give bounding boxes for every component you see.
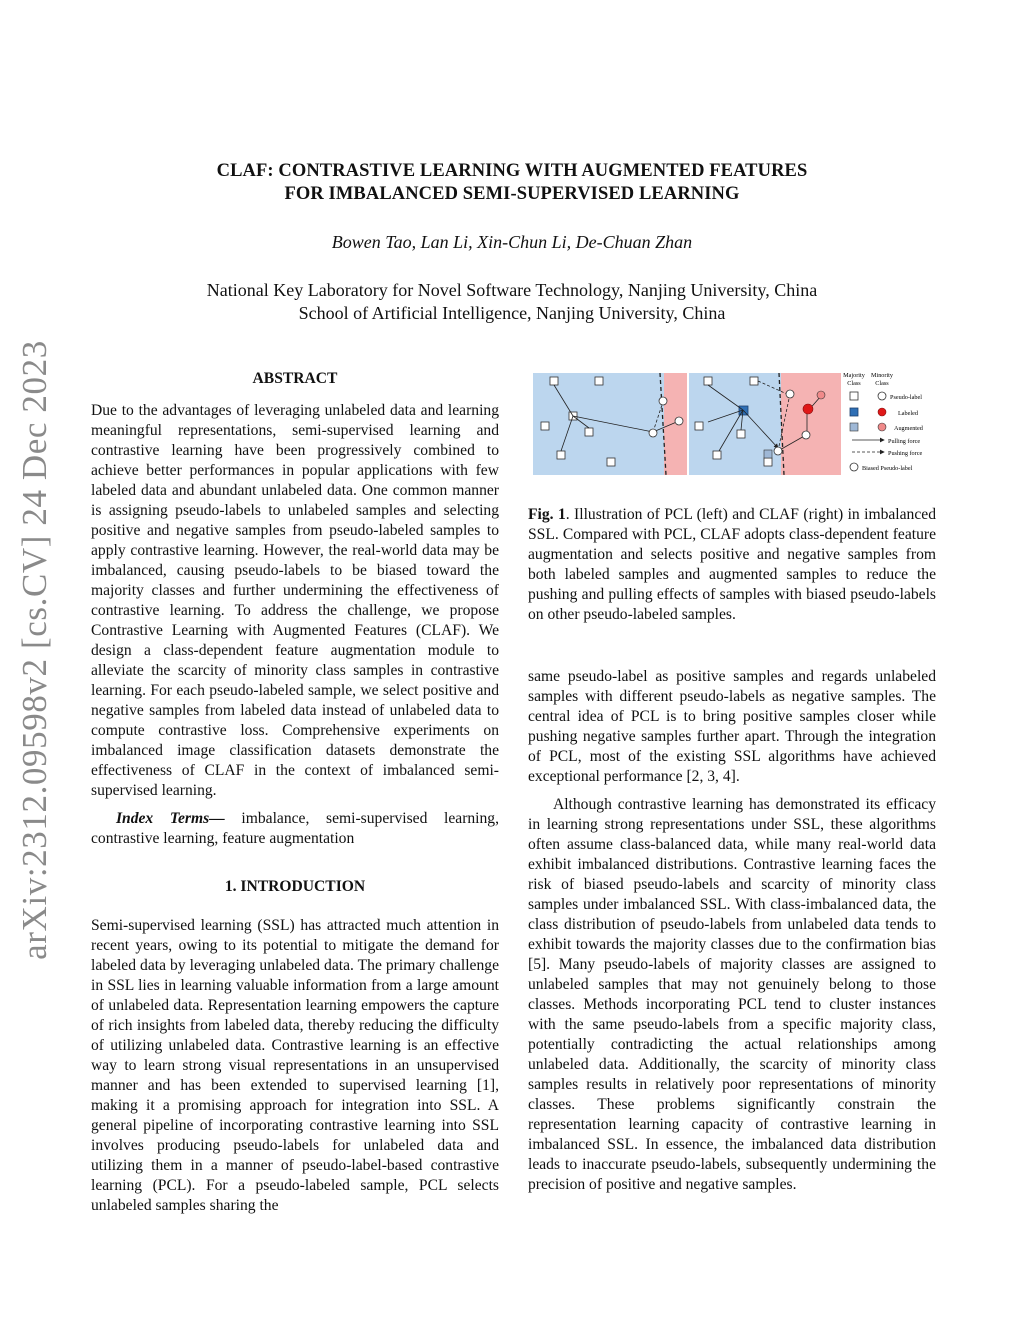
- figure-caption: [528, 505, 936, 625]
- paper-title: [0, 160, 1024, 206]
- legend-pseudo-label: Pseudo-label: [890, 394, 922, 401]
- claf-minority-region: [781, 373, 841, 475]
- figure-1: [532, 372, 936, 476]
- legend-majority: Majority: [843, 372, 865, 379]
- arxiv-stamp-text: arXiv:2312.09598v2 [cs.CV] 24 Dec 2023: [15, 340, 54, 960]
- legend-labeled: Labeled: [898, 410, 918, 417]
- affiliation-1: National Key Laboratory for Novel Software Technology, Nanjing University, China: [206, 280, 818, 300]
- index-terms-label: Index Terms—: [115, 810, 225, 827]
- right-paragraph-2: Although contrastive learning has demonstrated its efficacy in learning strong representations under SSL, these algorithms often assume class-balanced data, while many real-world data exhibit imbalanced distributions. Contrastive learning faces the risk of biased pseudo-labels and scarcity of minority class samples under imbalanced SSL. With class-imbalanced data, the class distribution of pseudo-labels from unlabeled data tends to exhibit towards the majority classes due to the confirmation bias [5]. Many pseudo-labels of majority classes are assigned to unlabeled samples that may not genuinely belong to those classes. Methods incorporating PCL tend to cluster instances with the same pseudo-labels from a specific majority class, potentially contradicting the actual relationships among unlabeled data. Additionally, the scarcity of minority class samples results in relatively poor representations of minority classes. These problems significantly constrain the representation learning capacity of contrastive learning in imbalanced SSL. In essence, the imbalanced data distribution leads to inaccurate pseudo-labels, subsequently undermining the precision of positive and negative samples.: [528, 796, 936, 1193]
- title-line-1: CLAF: CONTRASTIVE LEARNING WITH AUGMENTED FEATURES: [216, 161, 808, 181]
- right-column: [528, 667, 936, 1195]
- arxiv-stamp: [10, 340, 60, 960]
- intro-heading: 1. INTRODUCTION: [224, 878, 366, 895]
- legend-pushing-force: Pushing force: [888, 450, 923, 457]
- figure-1-diagram: [532, 372, 936, 476]
- index-terms: [91, 809, 499, 849]
- index-terms-text: imbalance, semi-supervised learning, contrastive learning, feature augmentation: [91, 810, 500, 847]
- left-column: [91, 369, 499, 1216]
- caption-text: . Illustration of PCL (left) and CLAF (right) in imbalanced SSL. Compared with PCL, CLAF adopts class-dependent feature augmentation and selects positive and negative samples from both labeled samples and augmented samples to reduce the pushing and pulling effects of samples with biased pseudo-labels on other pseudo-labeled samples.: [528, 506, 936, 623]
- pcl-minority-region: [664, 373, 687, 475]
- title-line-2: FOR IMBALANCED SEMI-SUPERVISED LEARNING: [284, 184, 740, 204]
- affiliations: [0, 279, 1024, 325]
- authors: Bowen Tao, Lan Li, Xin-Chun Li, De-Chuan Zhan: [331, 232, 693, 252]
- legend-minority: Minority: [870, 372, 894, 379]
- pcl-panel: [533, 373, 687, 475]
- legend-class-2: Class: [875, 380, 889, 387]
- caption-label: Fig. 1: [528, 506, 566, 523]
- affiliation-2: School of Artificial Intelligence, Nanjing University, China: [298, 303, 726, 323]
- legend-pulling-force: Pulling force: [888, 438, 921, 445]
- abstract-heading: ABSTRACT: [252, 370, 338, 387]
- figure-legend: [843, 372, 924, 472]
- legend-class-1: Class: [847, 380, 861, 387]
- pcl-majority-region: [533, 373, 664, 475]
- legend-biased-pseudo-label: Biased Pseudo-label: [862, 465, 913, 472]
- right-paragraph-1: same pseudo-label as positive samples and regards unlabeled samples with different pseudo-labels as negative samples. The central idea of PCL is to bring positive samples closer while pushing negative samples further apart. Through the integration of PCL, most of the existing SSL algorithms have achieved exceptional performance [2, 3, 4].: [528, 668, 936, 785]
- intro-paragraph-1: Semi-supervised learning (SSL) has attracted much attention in recent years, owing to its potential to mitigate the demand for labeled data by leveraging unlabeled data. The primary challenge in SSL lies in learning valuable information from a large amount of unlabeled data. Representation learning empowers the capture of rich insights from labeled data, thereby reducing the difficulty of utilizing unlabeled data. Contrastive learning is an effective way to learn strong visual representations in an unsupervised manner and has been extended to supervised learning [1], making it a promising approach for integration into SSL. A general pipeline of incorporating contrastive learning into SSL involves producing pseudo-labels for unlabeled data and utilizing them in a manner of pseudo-label-based contrastive learning (PCL). For a pseudo-labeled sample, PCL selects unlabeled samples sharing the: [91, 917, 499, 1214]
- legend-augmented: Augmented: [894, 425, 923, 432]
- claf-panel: [689, 373, 841, 475]
- abstract-body: Due to the advantages of leveraging unlabeled data and learning meaningful representations, semi-supervised learning and contrastive learning have been progressively combined to achieve better performances in popular applications with few labeled data and abundant unlabeled data. One common manner is assigning pseudo-labels to unlabeled samples and selecting positive and negative samples from pseudo-labeled samples to apply contrastive learning. However, the real-world data may be imbalanced, causing pseudo-labels to be biased toward the majority classes and further undermining the effectiveness of contrastive learning. To address the challenge, we propose Contrastive Learning with Augmented Features (CLAF). We design a class-dependent feature augmentation module to alleviate the scarcity of minority class samples in contrastive learning. For each pseudo-labeled sample, we select positive and negative samples from labeled data instead of unlabeled data to compute contrastive loss. Comprehensive experiments on imbalanced image classification datasets demonstrate the effectiveness of CLAF in the context of imbalanced semi-supervised learning.: [91, 402, 499, 799]
